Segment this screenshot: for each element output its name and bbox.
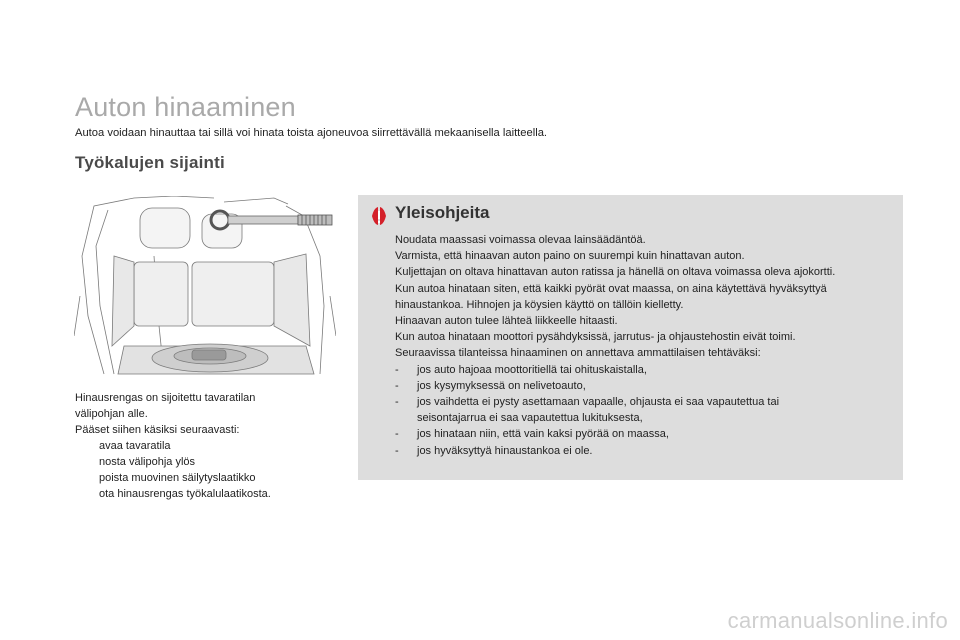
list-item: poista muovinen säilytyslaatikko: [99, 472, 256, 484]
page-title: Auton hinaaminen: [75, 92, 296, 122]
panel-line: Hinaavan auton tulee lähteä liikkeelle hitaasti.: [395, 315, 618, 328]
panel-line: Kun autoa hinataan siten, että kaikki pyörät ovat maassa, on aina käytettävä hyväksyttyä: [395, 282, 827, 295]
dash-item: - jos vaihdetta ei pysty asettamaan vapaalle, ohjausta ei saa vapautettua tai: [395, 396, 780, 409]
steps-list: [75, 438, 335, 502]
dash-item-continuation: seisontajarrua ei saa vapautettua lukituksesta,: [417, 412, 643, 425]
dash-item: - jos kysymyksessä on nelivetoauto,: [395, 379, 586, 392]
caption-line: välipohjan alle.: [75, 408, 148, 420]
dash-item: - jos auto hajoaa moottoritiellä tai ohituskaistalla,: [395, 363, 647, 376]
caption-line: Hinausrengas on sijoitettu tavaratilan: [75, 392, 256, 404]
panel-line: hinaustankoa. Hihnojen ja köysien käyttö on tällöin kielletty.: [395, 298, 684, 311]
panel-body: [395, 232, 895, 459]
panel-line: Seuraavissa tilanteissa hinaaminen on annettava ammattilaisen tehtäväksi:: [395, 347, 761, 360]
intro-text: Autoa voidaan hinauttaa tai sillä voi hinata toista ajoneuvoa siirrettävällä mekaanisella laitteella.: [75, 127, 548, 139]
general-instructions-panel: [358, 195, 903, 480]
section-title: Työkalujen sijainti: [75, 153, 225, 172]
trunk-illustration: [74, 196, 336, 376]
panel-line: Kuljettajan on oltava hinattavan auton ratissa ja hänellä on oltava voimassa oleva ajokortti.: [395, 266, 836, 279]
caption-line: Pääset siihen käsiksi seuraavasti:: [75, 424, 240, 436]
panel-line: Noudata maassasi voimassa olevaa lainsäädäntöä.: [395, 234, 646, 246]
panel-line: Varmista, että hinaavan auton paino on suurempi kuin hinattavan auton.: [395, 250, 745, 263]
tool-location-caption: [75, 390, 335, 502]
list-item: avaa tavaratila: [99, 440, 171, 452]
warning-icon: [370, 206, 388, 226]
watermark: carmanualsonline.info: [727, 608, 948, 633]
panel-line: Kun autoa hinataan moottori pysähdyksissä, jarrutus- ja ohjaustehostin eivät toimi.: [395, 331, 796, 344]
panel-title: Yleisohjeita: [395, 203, 490, 222]
dash-item: - jos hyväksyttyä hinaustankoa ei ole.: [395, 444, 593, 457]
list-item: nosta välipohja ylös: [99, 456, 196, 468]
dash-item: - jos hinataan niin, että vain kaksi pyörää on maassa,: [395, 428, 669, 441]
list-item: ota hinausrengas työkalulaatikosta.: [99, 488, 271, 500]
